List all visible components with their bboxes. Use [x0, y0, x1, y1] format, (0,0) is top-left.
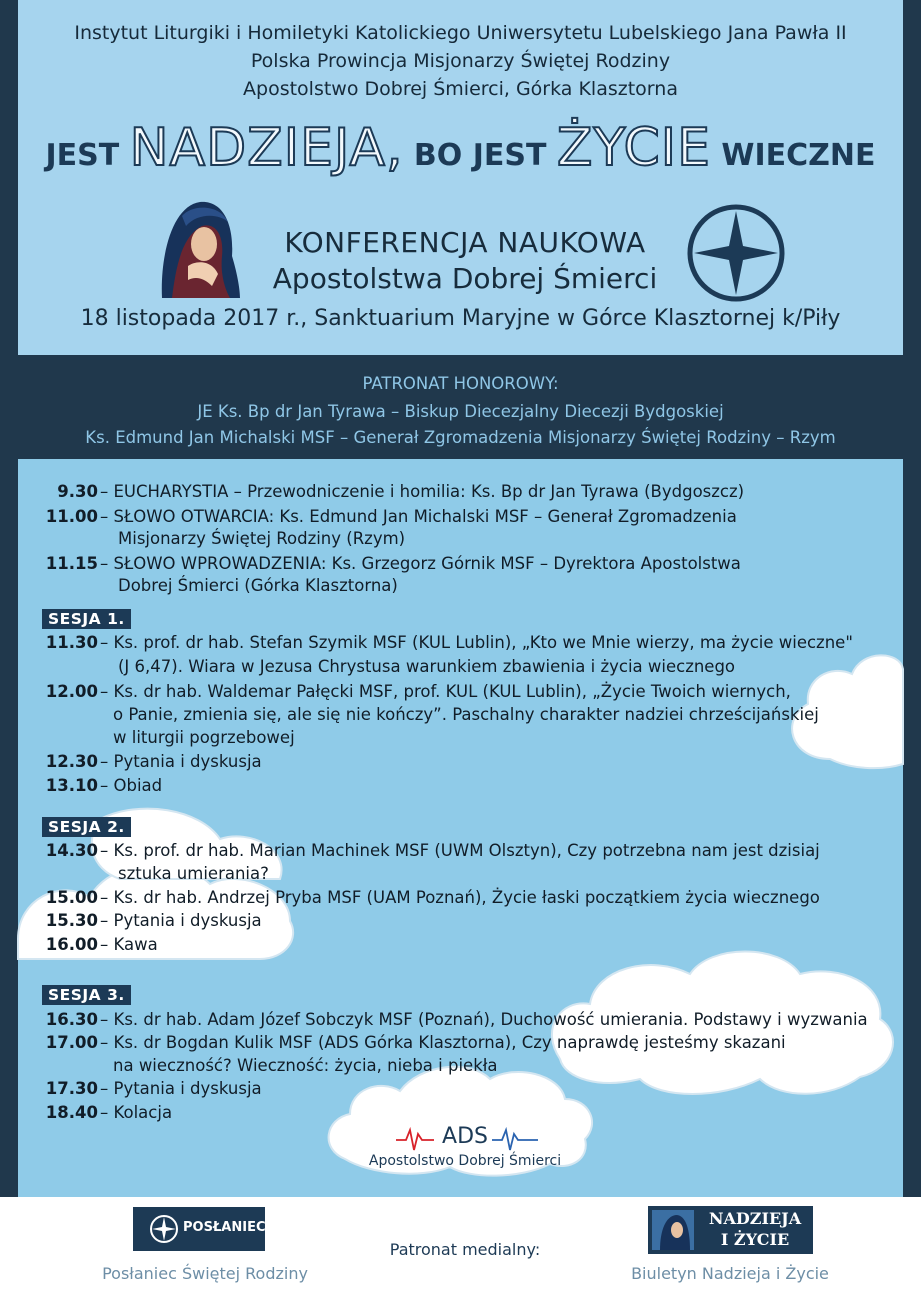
patronage-line-1: JE Ks. Bp dr Jan Tyrawa – Biskup Diecezjalny Diecezji Bydgoskiej — [197, 402, 724, 421]
item-desc: – Ks. dr hab. Andrzej Pryba MSF (UAM Poznań), Życie łaski początkiem życia wiecznego — [100, 888, 820, 907]
item-desc: – Kolacja — [100, 1103, 173, 1122]
item-desc: – Ks. dr hab. Adam Józef Sobczyk MSF (Poznań), Duchowość umierania. Podstawy i wyzwania — [100, 1010, 868, 1029]
item-time: 11.00 — [45, 507, 98, 526]
headline-part: WIECZNE — [710, 138, 876, 173]
item-time: 12.00 — [45, 682, 98, 701]
item-time: 11.15 — [45, 554, 98, 573]
item-desc: – Pytania i dyskusja — [100, 1079, 262, 1098]
item-time: 12.30 — [45, 752, 98, 771]
patronage-line-2: Ks. Edmund Jan Michalski MSF – Generał Zgromadzenia Misjonarzy Świętej Rodziny – Rzym — [85, 428, 836, 447]
patronage-label: PATRONAT HONOROWY: — [362, 374, 559, 393]
organizer-line-3: Apostolstwo Dobrej Śmierci, Górka Klasztorna — [243, 78, 678, 100]
organizer-line-1: Instytut Liturgiki i Homiletyki Katolickiego Uniwersytetu Lubelskiego Jana Pawła II — [74, 22, 847, 44]
headline-zycie: ŻYCIE — [556, 118, 711, 178]
item-time: 17.30 — [45, 1079, 98, 1098]
poslaniec-logo-text: POSŁANIEC — [183, 1220, 266, 1235]
nadzieja-logo — [648, 1206, 813, 1254]
item-time: 16.30 — [45, 1010, 98, 1029]
item-desc: – Ks. dr Bogdan Kulik MSF (ADS Górka Klasztorna), Czy naprawdę jesteśmy skazani — [100, 1033, 786, 1052]
ads-name: Apostolstwo Dobrej Śmierci — [368, 1153, 562, 1169]
item-desc: – SŁOWO WPROWADZENIA: Ks. Grzegorz Górnik MSF – Dyrektora Apostolstwa — [100, 554, 741, 573]
item-time: 14.30 — [45, 841, 98, 860]
poslaniec-cross-icon — [149, 1214, 179, 1244]
item-desc-cont: w liturgii pogrzebowej — [113, 728, 295, 747]
ads-acronym: ADS — [442, 1124, 488, 1149]
headline-nadzieja: NADZIEJA, — [129, 118, 404, 178]
item-time: 11.30 — [45, 633, 98, 652]
headline-part: BO JEST — [403, 138, 557, 173]
item-desc: – EUCHARYSTIA – Przewodniczenie i homilia: Ks. Bp dr Jan Tyrawa (Bydgoszcz) — [100, 482, 745, 501]
item-desc-cont: Dobrej Śmierci (Górka Klasztorna) — [118, 576, 398, 595]
headline — [0, 118, 921, 178]
item-desc-cont: (J 6,47). Wiara w Jezusa Chrystusa warunkiem zbawienia i życia wiecznego — [118, 657, 736, 676]
headline-part: JEST — [45, 138, 130, 173]
item-desc-cont: na wieczność? Wieczność: życia, nieba i piekła — [113, 1056, 498, 1075]
item-desc: – Ks. dr hab. Waldemar Pałęcki MSF, prof. KUL (KUL Lublin), „Życie Twoich wiernych, — [100, 682, 791, 701]
item-desc: – Ks. prof. dr hab. Marian Machinek MSF (UWM Olsztyn), Czy potrzebna nam jest dzisiaj — [100, 841, 820, 860]
media-patronage-label: Patronat medialny: — [389, 1240, 541, 1259]
item-desc-cont: Misjonarzy Świętej Rodziny (Rzym) — [118, 529, 406, 548]
item-time: 18.40 — [45, 1103, 98, 1122]
item-time: 13.10 — [45, 776, 98, 795]
item-time: 15.00 — [45, 888, 98, 907]
item-time: 9.30 — [57, 482, 98, 501]
poslaniec-caption: Posłaniec Świętej Rodziny — [102, 1264, 308, 1283]
nadzieja-mary-icon — [652, 1210, 694, 1250]
session-2-label: SESJA 2. — [42, 817, 131, 837]
item-desc: – Pytania i dyskusja — [100, 752, 262, 771]
organizer-line-2: Polska Prowincja Misjonarzy Świętej Rodziny — [250, 50, 671, 72]
nadzieja-caption: Biuletyn Nadzieja i Życie — [631, 1264, 829, 1283]
item-desc: – SŁOWO OTWARCIA: Ks. Edmund Jan Michalski MSF – Generał Zgromadzenia — [100, 507, 737, 526]
item-time: 16.00 — [45, 935, 98, 954]
item-desc-cont: o Panie, zmienia się, ale się nie kończy”. Paschalny charakter nadziei chrześcijańskiej — [113, 705, 819, 724]
item-time: 17.00 — [45, 1033, 98, 1052]
nadzieja-logo-line-2: I ŻYCIE — [720, 1230, 790, 1249]
item-time: 15.30 — [45, 911, 98, 930]
item-desc: – Obiad — [100, 776, 163, 795]
conference-subtitle: Apostolstwa Dobrej Śmierci — [272, 262, 658, 295]
session-1-label: SESJA 1. — [42, 609, 131, 629]
nadzieja-logo-line-1: NADZIEJA — [708, 1209, 802, 1228]
item-desc: – Kawa — [100, 935, 158, 954]
conference-title: KONFERENCJA NAUKOWA — [284, 226, 646, 259]
item-desc: – Ks. prof. dr hab. Stefan Szymik MSF (KUL Lublin), „Kto we Mnie wierzy, ma życie wieczne" — [100, 633, 853, 652]
poslaniec-logo — [133, 1207, 265, 1251]
item-desc-cont: sztuka umierania? — [118, 864, 269, 883]
session-3-label: SESJA 3. — [42, 985, 131, 1005]
item-desc: – Pytania i dyskusja — [100, 911, 262, 930]
conference-date-place: 18 listopada 2017 r., Sanktuarium Maryjne w Górce Klasztornej k/Piły — [80, 306, 841, 331]
